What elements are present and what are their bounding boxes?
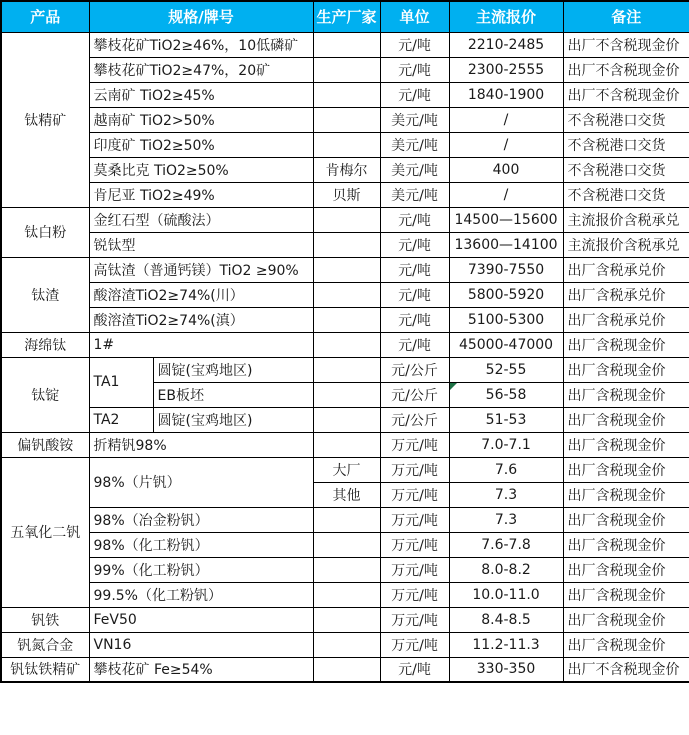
table-row [1, 132, 689, 157]
unit-cell: 元/公斤 [380, 357, 449, 382]
unit-cell: 元/吨 [380, 332, 449, 357]
manufacturer-cell [313, 282, 380, 307]
table-row [1, 557, 689, 582]
spec-cell: 莫桑比克 TiO2≥50% [89, 157, 313, 182]
unit-cell: 万元/吨 [380, 532, 449, 557]
spec-cell: 圆锭(宝鸡地区) [153, 407, 313, 432]
manufacturer-cell [313, 582, 380, 607]
price-cell: 13600—14100 [449, 232, 563, 257]
remark-cell: 出厂含税现金价 [563, 557, 689, 582]
manufacturer-cell [313, 82, 380, 107]
remark-cell: 出厂含税现金价 [563, 632, 689, 657]
manufacturer-cell: 大厂 [313, 457, 380, 482]
manufacturer-cell [313, 307, 380, 332]
unit-cell: 元/吨 [380, 207, 449, 232]
remark-cell: 出厂含税承兑价 [563, 282, 689, 307]
unit-cell: 元/吨 [380, 657, 449, 682]
table-row [1, 657, 689, 682]
manufacturer-cell [313, 657, 380, 682]
table-row [1, 332, 689, 357]
spec-cell: 肯尼亚 TiO2≥49% [89, 182, 313, 207]
remark-cell: 出厂含税现金价 [563, 582, 689, 607]
spec-cell: 金红石型（硫酸法） [89, 207, 313, 232]
grade-cell: TA1 [89, 357, 153, 407]
price-cell: 11.2-11.3 [449, 632, 563, 657]
table-row [1, 82, 689, 107]
spec-cell: FeV50 [89, 607, 313, 632]
table-row [1, 257, 689, 282]
spec-cell: 酸溶渣TiO2≥74%(滇） [89, 307, 313, 332]
price-cell: 1840-1900 [449, 82, 563, 107]
price-cell: 7.0-7.1 [449, 432, 563, 457]
table-row [1, 457, 689, 482]
unit-cell: 元/吨 [380, 57, 449, 82]
spec-cell: 越南矿 TiO2>50% [89, 107, 313, 132]
manufacturer-cell [313, 107, 380, 132]
price-cell: 7.6 [449, 457, 563, 482]
col-header-manufacturer: 生产厂家 [313, 1, 380, 32]
table-row [1, 357, 689, 382]
col-header-remark: 备注 [563, 1, 689, 32]
price-cell: 51-53 [449, 407, 563, 432]
price-cell: 2210-2485 [449, 32, 563, 57]
unit-cell: 万元/吨 [380, 482, 449, 507]
product-cell: 钒钛铁精矿 [1, 657, 89, 682]
col-header-product: 产品 [1, 1, 89, 32]
unit-cell: 美元/吨 [380, 182, 449, 207]
manufacturer-cell [313, 557, 380, 582]
price-cell [449, 382, 563, 407]
spec-cell: 99%（化工粉钒） [89, 557, 313, 582]
spec-cell: 攀枝花矿TiO2≥46%，10低磷矿 [89, 32, 313, 57]
manufacturer-cell [313, 507, 380, 532]
spec-cell: 折精钒98% [89, 432, 313, 457]
price-cell: / [449, 182, 563, 207]
product-cell: 海绵钛 [1, 332, 89, 357]
manufacturer-cell [313, 332, 380, 357]
manufacturer-cell [313, 32, 380, 57]
table-row [1, 157, 689, 182]
spec-cell: 98%（片钒） [89, 457, 313, 507]
table-row [1, 632, 689, 657]
price-cell: 5800-5920 [449, 282, 563, 307]
unit-cell: 元/吨 [380, 32, 449, 57]
unit-cell: 万元/吨 [380, 507, 449, 532]
manufacturer-cell [313, 532, 380, 557]
remark-cell: 出厂不含税现金价 [563, 32, 689, 57]
remark-cell: 出厂含税承兑价 [563, 307, 689, 332]
spec-cell: 高钛渣（普通钙镁）TiO2 ≥90% [89, 257, 313, 282]
unit-cell: 美元/吨 [380, 157, 449, 182]
price-cell: 7.3 [449, 482, 563, 507]
manufacturer-cell [313, 57, 380, 82]
remark-cell: 主流报价含税承兑 [563, 207, 689, 232]
remark-cell: 出厂不含税现金价 [563, 57, 689, 82]
product-cell: 钛白粉 [1, 207, 89, 257]
price-cell: 7390-7550 [449, 257, 563, 282]
remark-cell: 不含税港口交货 [563, 132, 689, 157]
table-row [1, 282, 689, 307]
price-cell: 52-55 [449, 357, 563, 382]
table-row [1, 182, 689, 207]
price-cell: 8.0-8.2 [449, 557, 563, 582]
table-row [1, 207, 689, 232]
remark-cell: 出厂含税现金价 [563, 432, 689, 457]
remark-cell: 不含税港口交货 [563, 107, 689, 132]
unit-cell: 元/公斤 [380, 407, 449, 432]
price-cell: / [449, 132, 563, 157]
price-cell: 10.0-11.0 [449, 582, 563, 607]
unit-cell: 元/吨 [380, 257, 449, 282]
remark-cell: 出厂含税现金价 [563, 482, 689, 507]
table-row [1, 232, 689, 257]
remark-cell: 不含税港口交货 [563, 157, 689, 182]
spec-cell: 98%（化工粉钒） [89, 532, 313, 557]
spec-cell: 1# [89, 332, 313, 357]
table-row [1, 107, 689, 132]
green-corner-triangle-icon [450, 383, 457, 390]
manufacturer-cell [313, 607, 380, 632]
spec-cell: 酸溶渣TiO2≥74%(川） [89, 282, 313, 307]
col-header-unit: 单位 [380, 1, 449, 32]
unit-cell: 万元/吨 [380, 582, 449, 607]
manufacturer-cell [313, 382, 380, 407]
unit-cell: 万元/吨 [380, 607, 449, 632]
price-cell: 8.4-8.5 [449, 607, 563, 632]
col-header-spec: 规格/牌号 [89, 1, 313, 32]
product-cell: 钛锭 [1, 357, 89, 432]
remark-cell: 出厂不含税现金价 [563, 82, 689, 107]
remark-cell: 出厂含税现金价 [563, 382, 689, 407]
product-cell: 五氧化二钒 [1, 457, 89, 607]
spec-cell: 锐钛型 [89, 232, 313, 257]
price-cell: 330-350 [449, 657, 563, 682]
table-row [1, 307, 689, 332]
remark-cell: 出厂含税现金价 [563, 532, 689, 557]
manufacturer-cell [313, 232, 380, 257]
spec-cell: 圆锭(宝鸡地区) [153, 357, 313, 382]
price-cell: 14500—15600 [449, 207, 563, 232]
table-row [1, 57, 689, 82]
remark-cell: 出厂含税现金价 [563, 607, 689, 632]
unit-cell: 万元/吨 [380, 432, 449, 457]
table-row [1, 432, 689, 457]
unit-cell: 元/公斤 [380, 382, 449, 407]
manufacturer-cell [313, 632, 380, 657]
price-cell: 7.3 [449, 507, 563, 532]
manufacturer-cell [313, 207, 380, 232]
unit-cell: 万元/吨 [380, 632, 449, 657]
unit-cell: 美元/吨 [380, 107, 449, 132]
product-cell: 偏钒酸铵 [1, 432, 89, 457]
remark-cell: 出厂含税现金价 [563, 507, 689, 532]
spec-cell: 攀枝花矿 Fe≥54% [89, 657, 313, 682]
unit-cell: 元/吨 [380, 82, 449, 107]
spec-cell: 98%（冶金粉钒） [89, 507, 313, 532]
price-cell: 7.6-7.8 [449, 532, 563, 557]
price-cell: 5100-5300 [449, 307, 563, 332]
unit-cell: 万元/吨 [380, 557, 449, 582]
remark-cell: 出厂含税现金价 [563, 332, 689, 357]
manufacturer-cell [313, 257, 380, 282]
product-cell: 钒氮合金 [1, 632, 89, 657]
spec-cell: 99.5%（化工粉钒） [89, 582, 313, 607]
manufacturer-cell [313, 407, 380, 432]
manufacturer-cell: 贝斯 [313, 182, 380, 207]
remark-cell: 出厂含税现金价 [563, 407, 689, 432]
remark-cell: 主流报价含税承兑 [563, 232, 689, 257]
unit-cell: 元/吨 [380, 232, 449, 257]
manufacturer-cell: 其他 [313, 482, 380, 507]
unit-cell: 元/吨 [380, 282, 449, 307]
remark-cell: 出厂含税承兑价 [563, 257, 689, 282]
spec-cell: VN16 [89, 632, 313, 657]
product-cell: 钛精矿 [1, 32, 89, 207]
manufacturer-cell [313, 432, 380, 457]
spec-cell: 云南矿 TiO2≥45% [89, 82, 313, 107]
grade-cell: TA2 [89, 407, 153, 432]
manufacturer-cell [313, 357, 380, 382]
manufacturer-cell [313, 132, 380, 157]
spec-cell: 攀枝花矿TiO2≥47%，20矿 [89, 57, 313, 82]
price-cell: 400 [449, 157, 563, 182]
table-row [1, 532, 689, 557]
remark-cell: 出厂含税现金价 [563, 457, 689, 482]
unit-cell: 美元/吨 [380, 132, 449, 157]
price-cell: 2300-2555 [449, 57, 563, 82]
remark-cell: 出厂不含税现金价 [563, 657, 689, 682]
product-cell: 钛渣 [1, 257, 89, 332]
product-cell: 钒铁 [1, 607, 89, 632]
table-row [1, 582, 689, 607]
table-row [1, 607, 689, 632]
manufacturer-cell: 肯梅尔 [313, 157, 380, 182]
header-row [1, 1, 689, 32]
spec-cell: EB板坯 [153, 382, 313, 407]
table-row [1, 32, 689, 57]
price-cell: 45000-47000 [449, 332, 563, 357]
remark-cell: 不含税港口交货 [563, 182, 689, 207]
spec-cell: 印度矿 TiO2≥50% [89, 132, 313, 157]
remark-cell: 出厂含税现金价 [563, 357, 689, 382]
col-header-price: 主流报价 [449, 1, 563, 32]
unit-cell: 万元/吨 [380, 457, 449, 482]
price-value: 56-58 [485, 386, 527, 403]
table-row [1, 407, 689, 432]
price-cell: / [449, 107, 563, 132]
table-row [1, 507, 689, 532]
unit-cell: 元/吨 [380, 307, 449, 332]
